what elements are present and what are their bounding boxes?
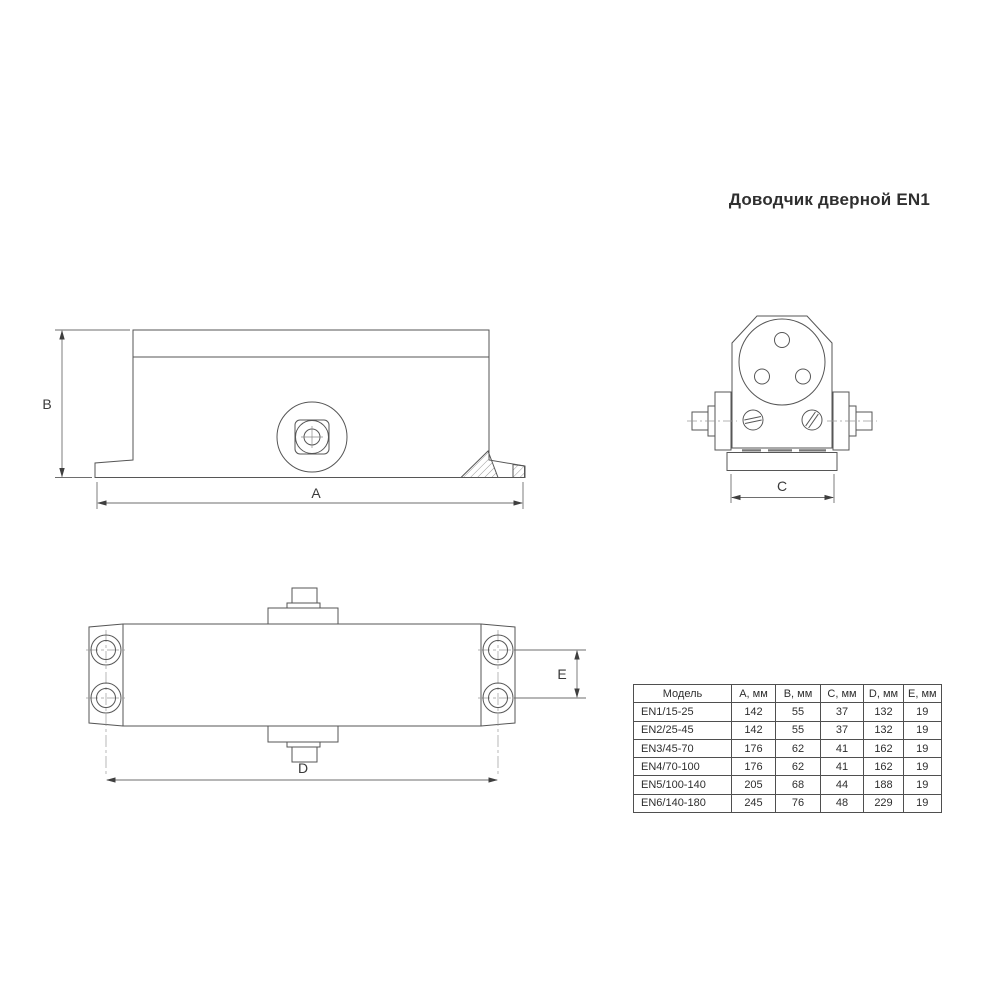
col-header-b: B, мм [776,685,821,703]
model-cell: EN6/140-180 [634,794,732,812]
value-cell: 19 [904,776,942,794]
table-header-row [634,685,942,703]
dimension-b [42,330,130,478]
value-cell: 142 [732,703,776,721]
col-header-d: D, мм [864,685,904,703]
dim-label-b: B [42,396,52,412]
dim-label-c: C [776,478,788,494]
value-cell: 62 [776,758,821,776]
table-row [634,739,942,757]
value-cell: 162 [864,739,904,757]
dimensions-table [633,684,942,813]
value-cell: 37 [821,721,864,739]
value-cell: 37 [821,703,864,721]
value-cell: 55 [776,703,821,721]
model-cell: EN1/15-25 [634,703,732,721]
value-cell: 142 [732,721,776,739]
valve-boss-left [687,392,737,450]
side-view [95,330,525,478]
mounting-holes [91,635,513,713]
value-cell: 41 [821,739,864,757]
value-cell: 19 [904,758,942,776]
cam-circle [739,319,825,405]
pinion-shaft-bottom [268,726,338,762]
table-row [634,703,942,721]
value-cell: 19 [904,739,942,757]
dimensions-table-body [634,703,942,813]
page-title: Доводчик дверной EN1 [728,190,930,209]
dim-label-a: A [311,485,321,501]
value-cell: 55 [776,721,821,739]
model-cell: EN5/100-140 [634,776,732,794]
value-cell: 245 [732,794,776,812]
value-cell: 68 [776,776,821,794]
value-cell: 44 [821,776,864,794]
value-cell: 19 [904,794,942,812]
adjustment-screw-left [743,410,763,430]
table-row [634,776,942,794]
dim-label-d: D [297,760,309,776]
closer-body-outline [95,330,525,478]
dim-label-e: E [557,666,567,682]
pinion-hub [277,402,347,472]
adjustment-screw-right [802,410,822,430]
dimension-c [731,474,834,503]
value-cell: 162 [864,758,904,776]
dimension-e [514,650,586,698]
value-cell: 41 [821,758,864,776]
col-header-e: E, мм [904,685,942,703]
pinion-shaft-top [268,588,338,624]
table-row [634,721,942,739]
value-cell: 62 [776,739,821,757]
value-cell: 132 [864,703,904,721]
plan-body [123,624,481,726]
value-cell: 48 [821,794,864,812]
table-row [634,794,942,812]
table-row [634,758,942,776]
dimension-d [106,760,498,783]
value-cell: 229 [864,794,904,812]
model-cell: EN2/25-45 [634,721,732,739]
value-cell: 205 [732,776,776,794]
model-cell: EN3/45-70 [634,739,732,757]
value-cell: 188 [864,776,904,794]
value-cell: 19 [904,721,942,739]
model-cell: EN4/70-100 [634,758,732,776]
col-header-a: A, мм [732,685,776,703]
col-header-c: C, мм [821,685,864,703]
value-cell: 132 [864,721,904,739]
end-base-plate [727,450,837,470]
top-view [86,588,518,775]
value-cell: 176 [732,739,776,757]
value-cell: 176 [732,758,776,776]
end-view [687,316,877,471]
valve-boss-right [827,392,877,450]
dimension-a [97,482,523,509]
col-header-model: Модель [634,685,732,703]
value-cell: 19 [904,703,942,721]
value-cell: 76 [776,794,821,812]
